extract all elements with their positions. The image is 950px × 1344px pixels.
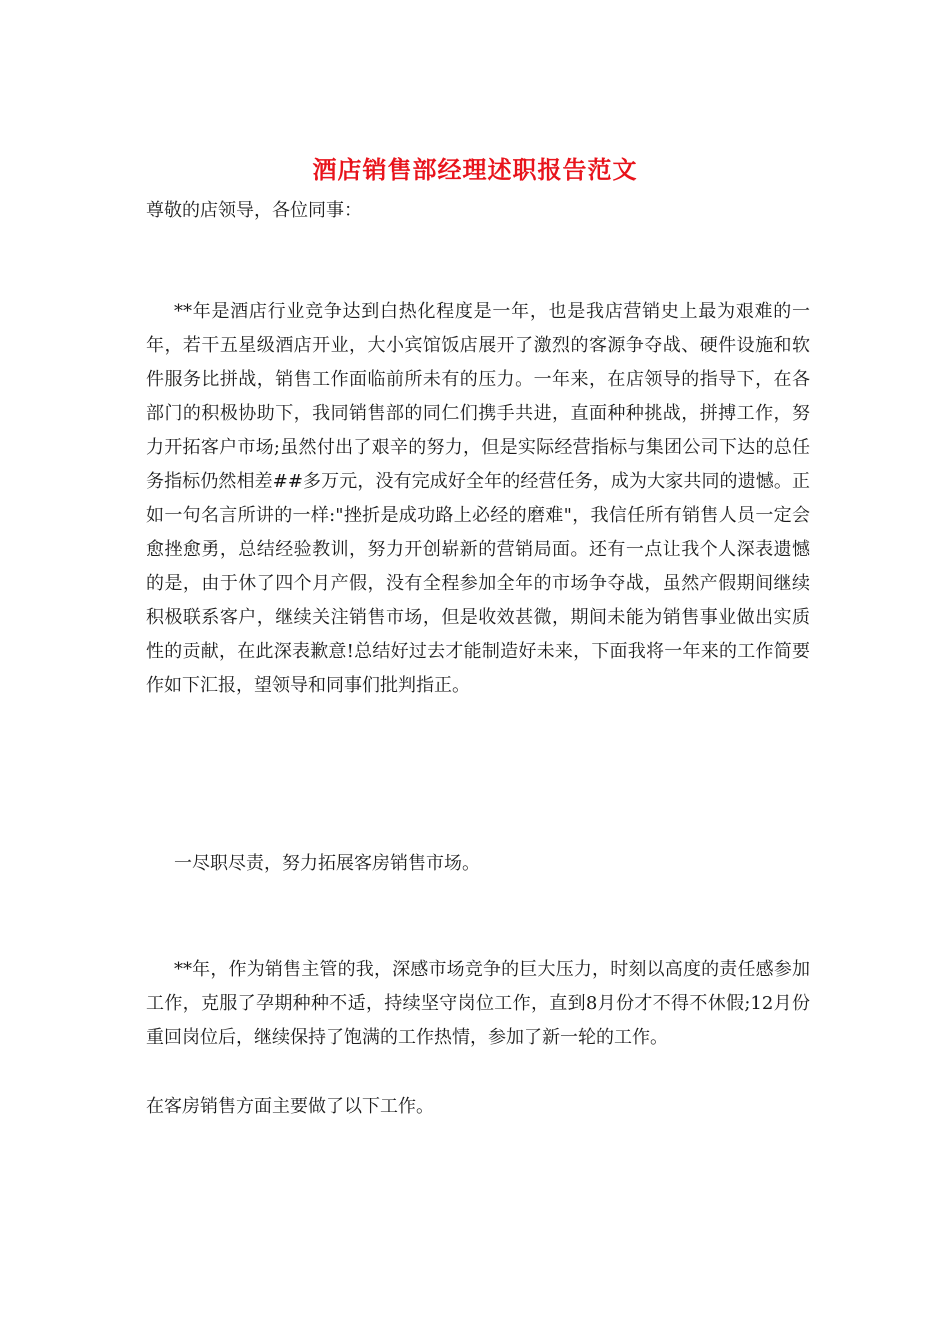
- paragraph-section-heading: 一尽职尽责，努力拓展客房销售市场。: [174, 853, 480, 874]
- document-title: 酒店销售部经理述职报告范文: [312, 155, 638, 184]
- paragraph-intro: **年是酒店行业竞争达到白热化程度是一年，也是我店营销史上最为艰难的一年，若干五星级酒店开业，大小宾馆饭店展开了激烈的客源争夺战、硬件设施和软件服务比拼战，销售工作面临前所未有的压力。一年来，在店领导的指导下，在各部门的积极协助下，我同销售部的同仁们携手共进，直面种种挑战，拼搏工作，努力开拓客户市场;虽然付出了艰辛的努力，但是实际经营指标与集团公司下达的总任务指标仍然相差##多万元，没有完成好全年的经营任务，成为大家共同的遗憾。正如一句名言所讲的一样:"挫折是成功路上必经的磨难"，我信任所有销售人员一定会愈挫愈勇，总结经验教训，努力开创崭新的营销局面。还有一点让我个人深表遗憾的是，由于休了四个月产假，没有全程参加全年的市场争夺战，虽然产假期间继续积极联系客户，继续关注销售市场，但是收效甚微，期间未能为销售事业做出实质性的贡献，在此深表歉意!总结好过去才能制造好未来，下面我将一年来的工作简要作如下汇报，望领导和同事们批判指正。: [146, 301, 810, 696]
- paragraph-room-sales-intro: 在客房销售方面主要做了以下工作。: [146, 1096, 434, 1117]
- paragraph-work-summary: **年，作为销售主管的我，深感市场竞争的巨大压力，时刻以高度的责任感参加工作，克服了孕期种种不适，持续坚守岗位工作，直到8月份才不得不休假;12月份重回岗位后，继续保持了饱满的工作热情，参加了新一轮的工作。: [146, 959, 810, 1048]
- salutation: 尊敬的店领导，各位同事：: [146, 200, 362, 221]
